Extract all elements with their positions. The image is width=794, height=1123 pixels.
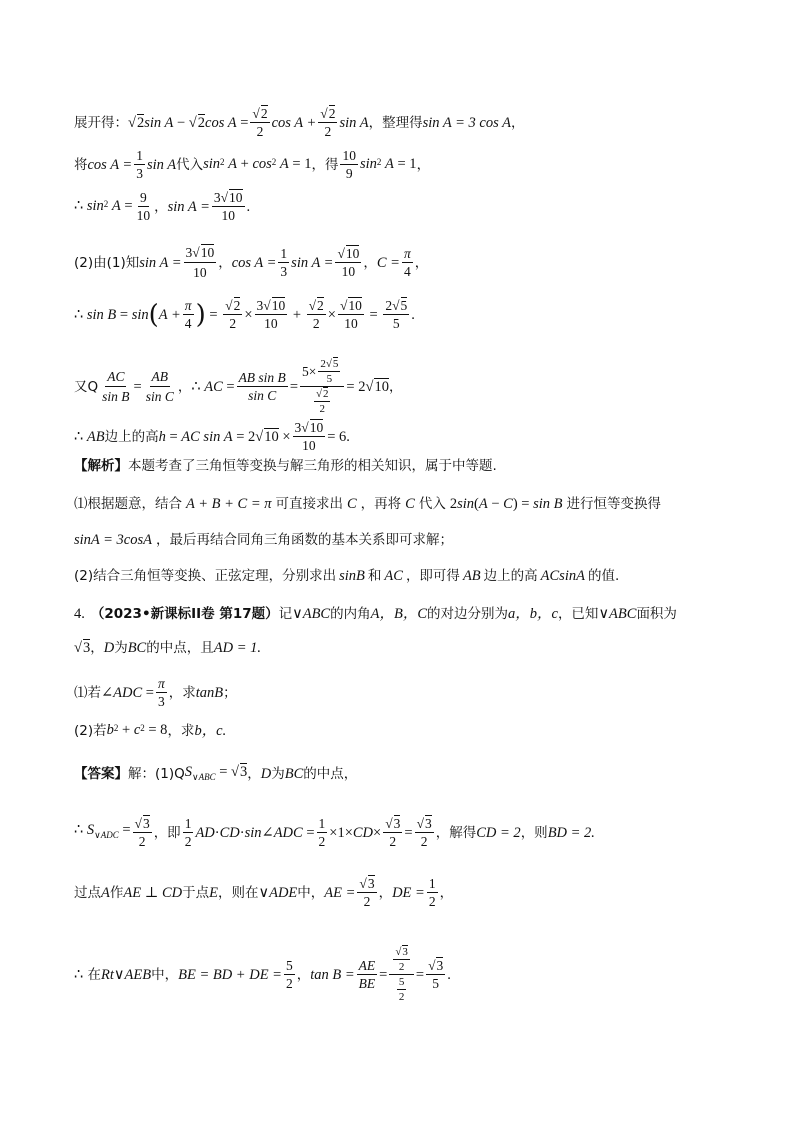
fraction: $\frac{√3}{2}$ bbox=[359, 876, 375, 909]
fraction: $\frac{\frac{√3}{2}}{\frac{5}{2}}$ bbox=[389, 946, 414, 1003]
fraction: $\frac{\text{AB sin B}}{\text{sin C}}$ bbox=[238, 370, 286, 403]
fraction: $\frac{AC}{\text{sin B}}$ bbox=[102, 369, 130, 404]
fraction: $\frac{5}{2}$ bbox=[285, 958, 293, 991]
fraction: $\frac{\pi}{4}$ bbox=[184, 298, 192, 331]
fraction: $\frac{1}{3}$ bbox=[136, 148, 143, 181]
solution-line-1: ∴ $S_{\vee ADC}$ = $\frac{√3}{2}$ ，即 $\frac{1}{2}$ AD·CD·sin∠ADC = $\frac{1}{2}$ ×1×CD× $\frac{√3}{2}$ = $\frac{√3}{2}$ ，解得 CD = 2 ，则 BD = 2. bbox=[74, 816, 595, 849]
line-sine-law: 又Q $\frac{AC}{\text{sin B}}$ = $\frac{AB}{\text{sin C}}$ ， ∴ AC = $\frac{\text{AB sin B}}{\text{sin C}}$ = 5× $\frac{2√5}{5}$ $\frac{√2}{2}$ = 2√10 ， bbox=[74, 358, 403, 415]
fraction: $\frac{√3}{2}$ bbox=[416, 816, 432, 849]
fraction: $\frac{AB}{\text{sin C}}$ bbox=[145, 369, 174, 404]
fraction: $\frac{10}{9}$ bbox=[342, 148, 356, 181]
fraction: $\frac{√2}{2}$ bbox=[308, 298, 324, 331]
line-expand: 展开得： √2sin A − √2cos A = $\frac{√2}{2}$ cos A + $\frac{√2}{2}$ sin A ，整理得 sin A = 3 cos A ， bbox=[74, 106, 525, 139]
fraction: $\frac{3√10}{10}$ bbox=[213, 190, 243, 223]
fraction: $\frac{√10}{10}$ bbox=[339, 298, 362, 331]
fraction: $\frac{√3}{2}$ bbox=[134, 816, 150, 849]
line-analysis: 【解析】 本题考查了三角恒等变换与解三角形的相关知识，属于中等题. bbox=[74, 458, 497, 474]
fraction: $\frac{1}{2}$ bbox=[318, 816, 326, 849]
analysis-label: 【解析】 bbox=[74, 458, 128, 474]
question-4-cont: √3 ， D 为 BC 的中点，且 AD = 1. bbox=[74, 640, 261, 656]
question-4-part1: ⑴若 ∠ADC = $\frac{\pi}{3}$ ，求 tanB ； bbox=[74, 676, 237, 709]
fraction: $\frac{9}{10}$ bbox=[136, 190, 151, 223]
line-substitute: 将 cos A = $\frac{1}{3}$ sin A 代入 $\sin^2 A + \cos^2 A = 1$ ，得 $\frac{10}{9}$ $\sin^2 A = 1$ ， bbox=[74, 148, 431, 181]
fraction: $\frac{√3}{2}$ bbox=[385, 816, 401, 849]
question-source: （2023•新课标II卷 第17题） bbox=[90, 606, 279, 622]
answer-label: 【答案】 bbox=[74, 766, 128, 783]
fraction: $\frac{1}{2}$ bbox=[428, 876, 436, 909]
solution-line-2: 过点 A 作 AE ⊥ CD 于点 E ，则在 ∨ADE 中， AE = $\frac{√3}{2}$ ， DE = $\frac{1}{2}$ ， bbox=[74, 876, 454, 909]
question-4-part2: (2)若 $b^2 + c^2 = 8$ ，求 b，c. bbox=[74, 722, 227, 739]
line-sin-value: ∴ $\sin^2 A$ = $\frac{9}{10}$ ， sin A = $\frac{3√10}{10}$ . bbox=[74, 190, 251, 223]
text-prefix: 展开得： bbox=[74, 114, 128, 131]
fraction: $\frac{√3}{5}$ bbox=[428, 958, 444, 991]
fraction: $\frac{\pi}{3}$ bbox=[157, 676, 165, 709]
line-sinB: ∴ sin B = sin ( A + $\frac{\pi}{4}$ ) = $\frac{√2}{2}$ × $\frac{3√10}{10}$ + $\frac{√2}{2}$ × $\frac{√10}{10}$ = $\frac{2√5}{5}$ . bbox=[74, 298, 415, 331]
fraction: $\frac{√2}{2}$ bbox=[320, 106, 336, 139]
line-part2: (2)由(1)知 sin A = $\frac{3√10}{10}$ ， cos A = $\frac{1}{3}$ sin A = $\frac{√10}{10}$ ， C = $\frac{\pi}{4}$ ， bbox=[74, 245, 429, 280]
fraction: $\frac{√2}{2}$ bbox=[225, 298, 241, 331]
fraction: $\frac{1}{3}$ bbox=[280, 246, 288, 279]
fraction: $\frac{\pi}{4}$ bbox=[403, 246, 411, 279]
fraction: $\frac{1}{2}$ bbox=[184, 816, 192, 849]
fraction: $\frac{√2}{2}$ bbox=[252, 106, 268, 139]
fraction: $\frac{3√10}{10}$ bbox=[185, 245, 215, 280]
question-number: 4. bbox=[74, 606, 85, 622]
math-result: sin A = 3 cos A bbox=[422, 114, 511, 131]
math-expression: √2sin A − √2cos A = bbox=[128, 114, 249, 131]
fraction: $\frac{√10}{10}$ bbox=[337, 246, 360, 279]
line-analysis-1: ⑴根据题意，结合 A + B + C = π 可直接求出 C ，再将 C 代入 2sin(A − C) = sin B 进行恒等变换得 bbox=[74, 496, 661, 512]
line-height: ∴ AB 边上的高 h = AC sin A = 2√10 × $\frac{3√10}{10}$ = 6. bbox=[74, 420, 350, 453]
fraction: $\frac{3√10}{10}$ bbox=[256, 298, 286, 331]
fraction: 5× $\frac{2√5}{5}$ $\frac{√2}{2}$ bbox=[300, 358, 344, 415]
line-analysis-1b: sinA = 3cosA ，最后再结合同角三角函数的基本关系即可求解； bbox=[74, 532, 453, 548]
text-mid: ，整理得 bbox=[368, 114, 423, 131]
fraction: $\frac{AE}{BE}$ bbox=[358, 958, 376, 991]
fraction: $\frac{2√5}{5}$ bbox=[385, 298, 408, 331]
fraction: $\frac{3√10}{10}$ bbox=[294, 420, 324, 453]
question-4: 4. （2023•新课标II卷 第17题） 记 ∨ABC 的内角 A，B，C 的对边分别为 a，b，c ，已知 ∨ABC 面积为 bbox=[74, 606, 677, 622]
answer-line: 【答案】 解：(1)Q $S_{\vee ABC} = √3$ ， D 为 BC 的中点， bbox=[74, 764, 358, 783]
solution-line-3: ∴ 在 Rt∨AEB 中， BE = BD + DE = $\frac{5}{2}$ ， tan B = $\frac{AE}{BE}$ = $\frac{\frac{√3}{2}}{\frac{5}{2}}$ = $\frac{√3}{5}$ . bbox=[74, 946, 451, 1003]
line-analysis-2: (2)结合三角恒等变换、正弦定理，分别求出 sinB 和 AC ，即可得 AB 边上的高 ACsinA 的值. bbox=[74, 568, 620, 584]
